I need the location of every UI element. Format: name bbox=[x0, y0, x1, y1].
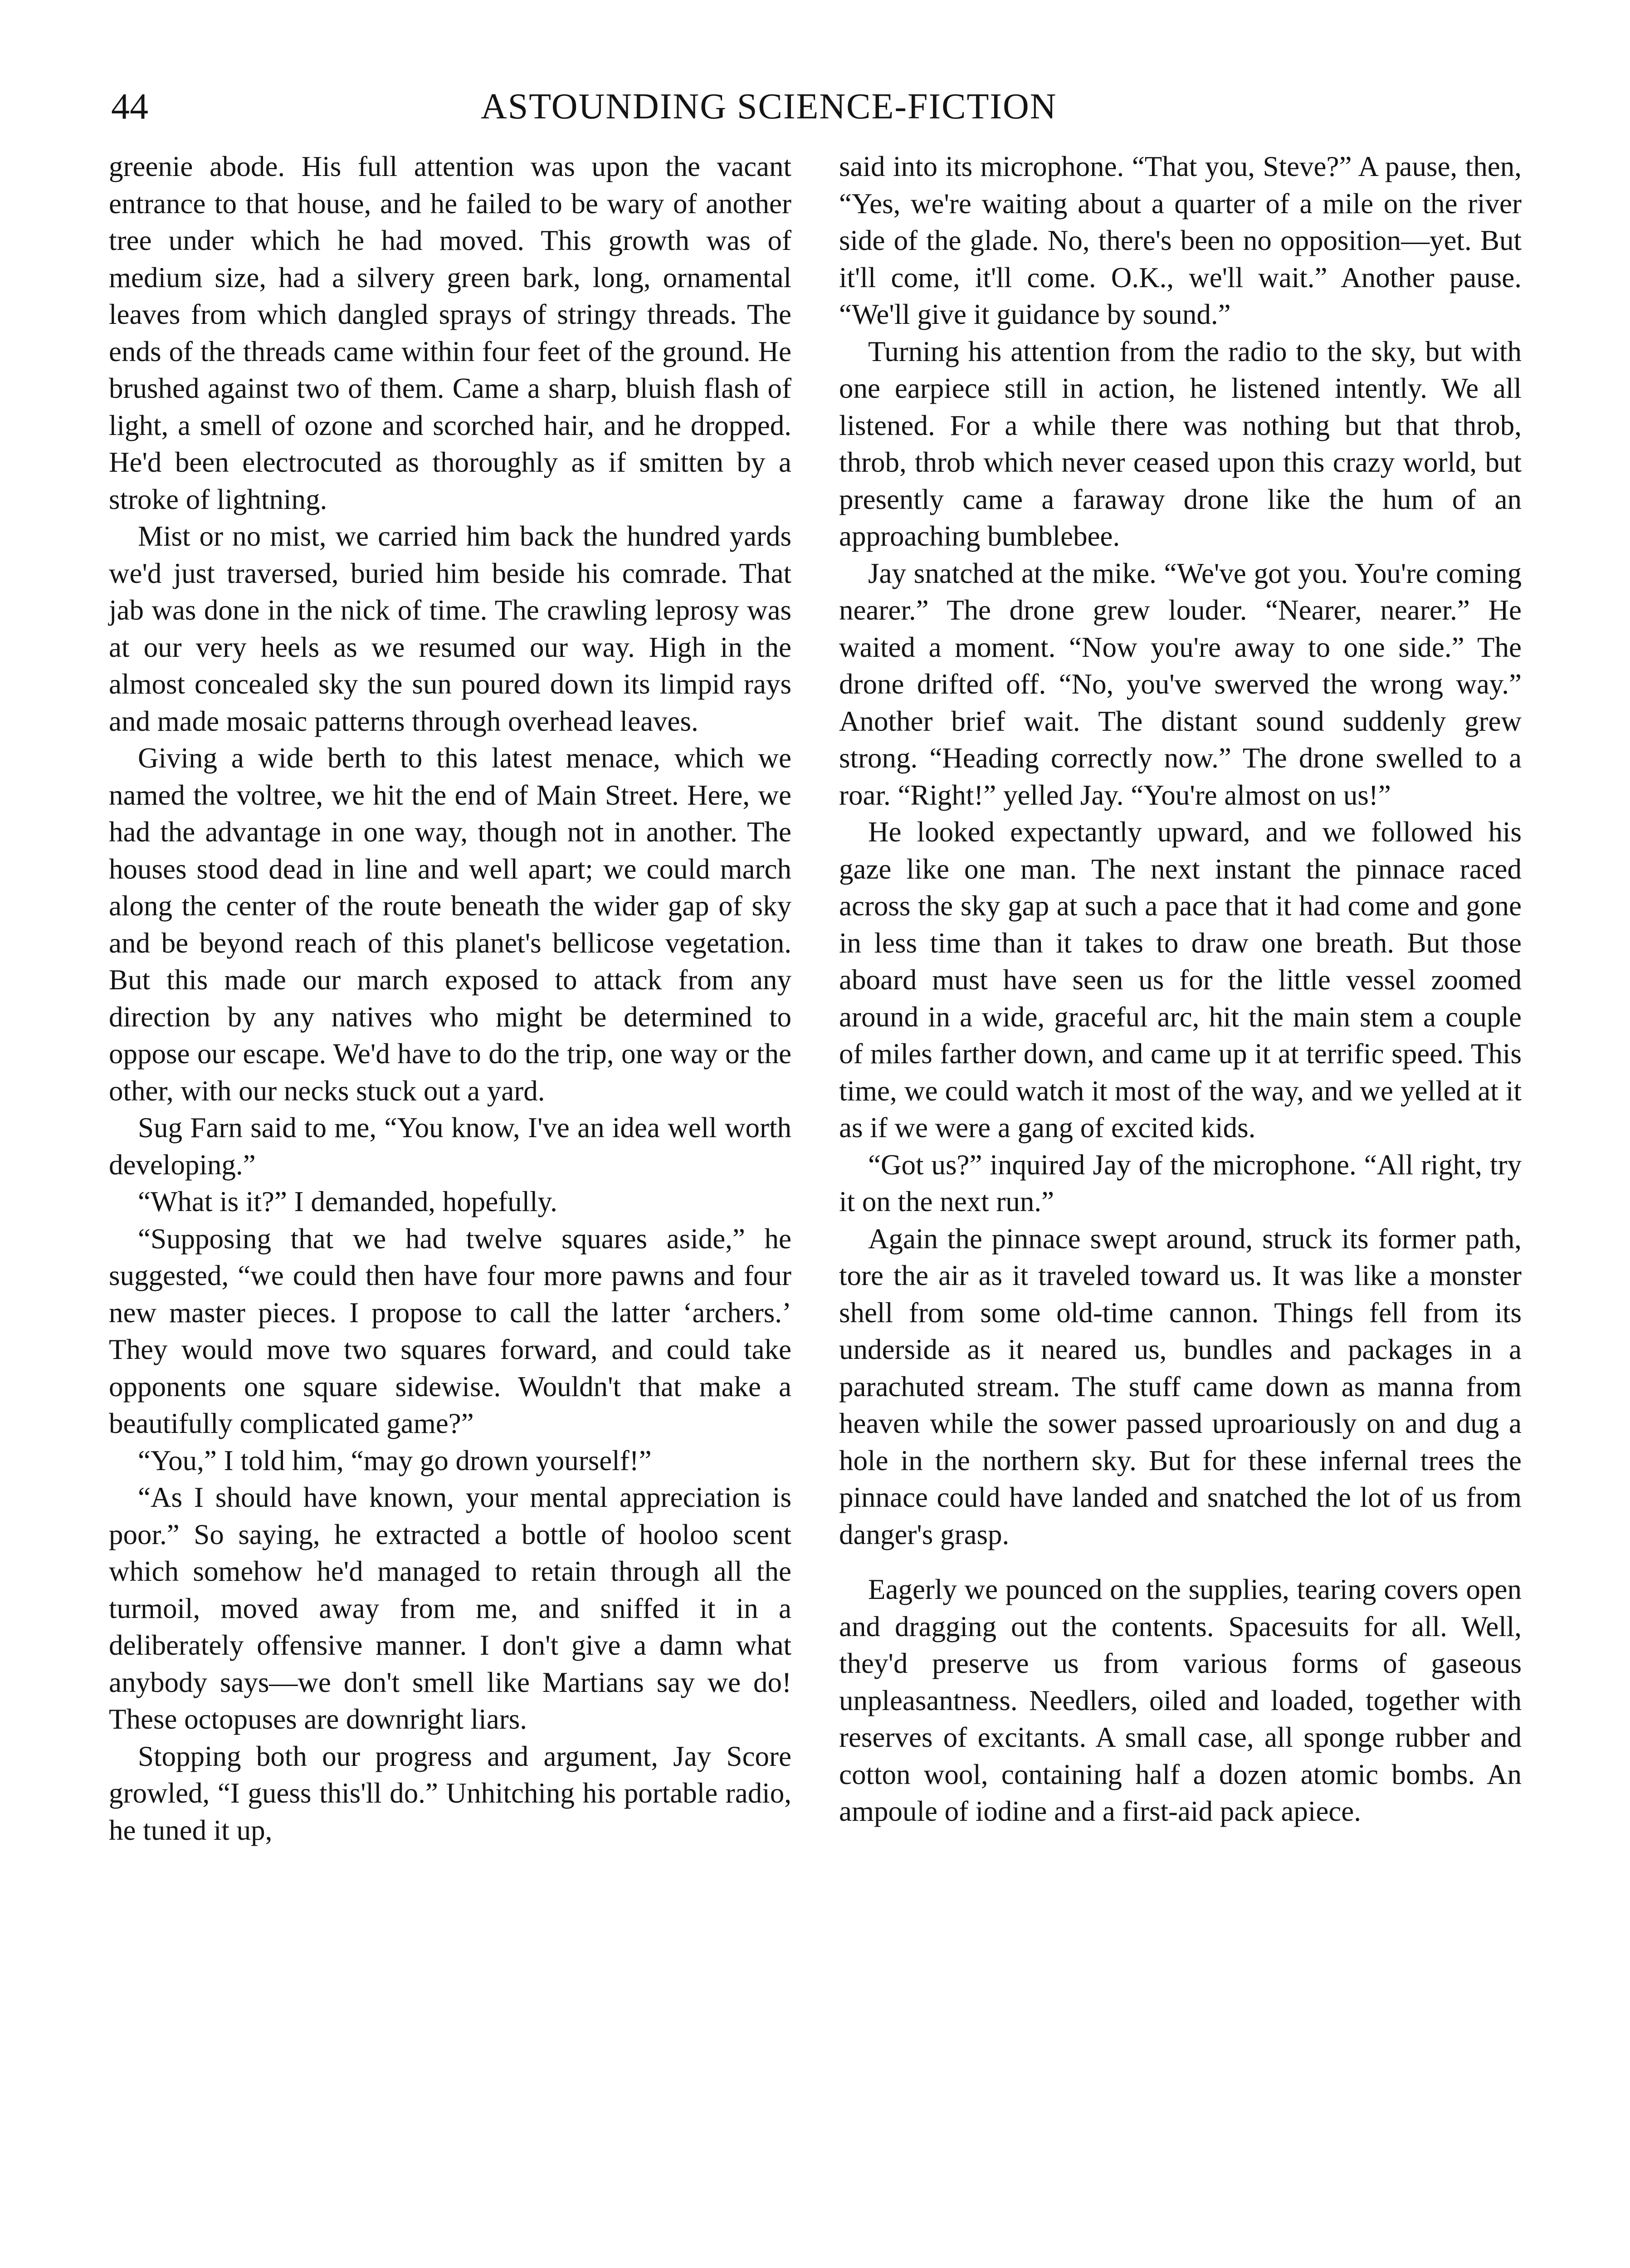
paragraph: “What is it?” I demanded, hopefully. bbox=[138, 1186, 557, 1217]
paragraph: greenie abode. His full attention was upon the vacant entrance to that house, and he failed to be wary of another tree under which he had moved. This growth was of medium size, had a silvery green bark, long, ornamental leaves from which dangled sprays of stringy threads. The ends of the threads came within four feet of the ground. He brushed against two of them. Came a sharp, bluish flash of light, a smell of ozone and scorched hair, and he dropped. He'd been electrocuted as thoroughly as if smitten by a stroke of lightning. bbox=[109, 151, 791, 515]
page-header bbox=[0, 84, 1630, 134]
paragraph: Again the pinnace swept around, struck its former path, tore the air as it traveled toward us. It was like a monster shell from some old-time cannon. Things fell from its underside as it neared us, bundles and packages in a parachuted stream. The stuff came down as manna from heaven while the sower passed uproariously on and dug a hole in the northern sky. But for these infernal trees the pinnace could have landed and snatched the lot of us from danger's grasp. bbox=[839, 1222, 1522, 1550]
paragraph: “Got us?” inquired Jay of the microphone. “All right, try it on the next run.” bbox=[839, 1149, 1522, 1217]
paragraph: said into its microphone. “That you, Steve?” A pause, then, “Yes, we're waiting about a quarter of a mile on the river side of the glade. No, there's been no opposition—yet. But it'll come, it'll come. O.K., we'll wait.” Another pause. “We'll give it guidance by sound.” bbox=[839, 151, 1522, 330]
right-column bbox=[839, 148, 1522, 1830]
left-column bbox=[109, 148, 791, 1849]
paragraph: “You,” I told him, “may go drown yourself!” bbox=[138, 1444, 652, 1476]
paragraph: Turning his attention from the radio to the sky, but with one earpiece still in action, he listened intently. We all listened. For a while there was nothing but that throb, throb, throb which never ceased upon this crazy world, but presently came a faraway drone like the hum of an approaching bumblebee. bbox=[839, 335, 1522, 552]
paragraph: “Supposing that we had twelve squares aside,” he suggested, “we could then have four more pawns and four new master pieces. I propose to call the latter ‘archers.’ They would move two squares forward, and could take opponents one square sidewise. Wouldn't that make a beautifully complicated game?” bbox=[109, 1222, 791, 1439]
paragraph: Jay snatched at the mike. “We've got you. You're coming nearer.” The drone grew louder. “Nearer, nearer.” He waited a moment. “Now you're away to one side.” The drone drifted off. “No, you've swerved the wrong way.” Another brief wait. The distant sound suddenly grew strong. “Heading correctly now.” The drone swelled to a roar. “Right!” yelled Jay. “You're almost on us!” bbox=[839, 557, 1522, 811]
paragraph: He looked expectantly upward, and we followed his gaze like one man. The next instant the pinnace raced across the sky gap at such a pace that it had come and gone in less time than it takes to draw one breath. But those aboard must have seen us for the little vessel zoomed around in a wide, graceful arc, hit the main stem a couple of miles farther down, and came up it at terrific speed. This time, we could watch it most of the way, and we yelled at it as if we were a gang of excited kids. bbox=[839, 816, 1522, 1144]
running-head: ASTOUNDING SCIENCE-FICTION bbox=[481, 87, 1057, 127]
page-number: 44 bbox=[111, 86, 148, 127]
paragraph: “As I should have known, your mental appreciation is poor.” So saying, he extracted a bottle of hooloo scent which somehow he'd managed to retain through all the turmoil, moved away from me, and sniffed it in a deliberately offensive manner. I don't give a damn what anybody says—we don't smell like Martians say we do! These octopuses are downright liars. bbox=[109, 1481, 791, 1735]
paragraph: Sug Farn said to me, “You know, I've an idea well worth developing.” bbox=[109, 1112, 791, 1181]
paragraph: Mist or no mist, we carried him back the hundred yards we'd just traversed, buried him beside his comrade. That jab was done in the nick of time. The crawling leprosy was at our very heels as we resumed our way. High in the almost concealed sky the sun poured down its limpid rays and made mosaic patterns through overhead leaves. bbox=[109, 520, 791, 737]
paragraph: Stopping both our progress and argument, Jay Score growled, “I guess this'll do.” Unhitching his portable radio, he tuned it up, bbox=[109, 1740, 791, 1846]
paragraph: Eagerly we pounced on the supplies, tearing covers open and dragging out the contents. Spacesuits for all. Well, they'd preserve us from various forms of gaseous unpleasantness. Needlers, oiled and loaded, together with reserves of excitants. A small case, all sponge rubber and cotton wool, containing half a dozen atomic bombs. An ampoule of iodine and a first-aid pack apiece. bbox=[839, 1574, 1522, 1827]
paragraph: Giving a wide berth to this latest menace, which we named the voltree, we hit the end of Main Street. Here, we had the advantage in one way, though not in another. The houses stood dead in line and well apart; we could march along the center of the route beneath the wider gap of sky and be beyond reach of this planet's bellicose vegetation. But this made our march exposed to attack from any direction by any natives who might be determined to oppose our escape. We'd have to do the trip, one way or the other, with our necks stuck out a yard. bbox=[109, 742, 791, 1107]
